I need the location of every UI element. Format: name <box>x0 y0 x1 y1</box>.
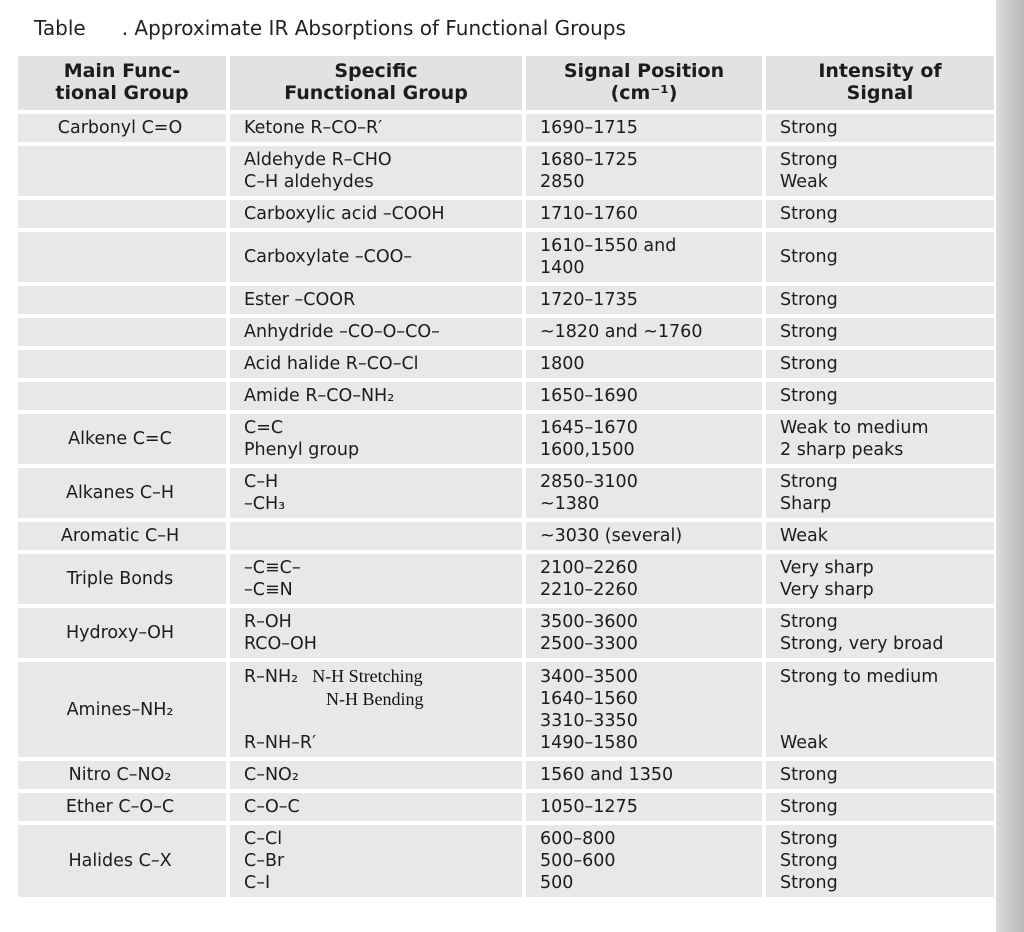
header-specific-line: Specific <box>334 60 418 82</box>
signal-position-cell <box>522 200 762 228</box>
intensity-cell <box>762 554 994 604</box>
main-group-text: Hydroxy–OH <box>66 623 174 643</box>
caption-label: Table <box>34 16 86 40</box>
table-row <box>18 468 994 518</box>
signal-position-text: 1400 <box>540 258 585 278</box>
specific-group-text: –C≡C– <box>244 558 301 578</box>
main-group-text: Carbonyl C=O <box>57 118 183 138</box>
intensity-text: Strong, very broad <box>780 634 944 654</box>
signal-position-text: 1690–1715 <box>540 118 638 138</box>
table-caption <box>34 16 626 40</box>
amine-primary-line <box>244 665 512 688</box>
intensity-text: Strong <box>780 829 838 849</box>
intensity-cell <box>762 382 994 410</box>
signal-position-text: 1650–1690 <box>540 386 638 406</box>
table-row <box>18 761 994 789</box>
header-main-line: Main Func- <box>63 60 181 82</box>
main-group-cell <box>18 146 226 196</box>
intensity-text: Strong <box>780 765 838 785</box>
specific-group-text: Phenyl group <box>244 440 360 460</box>
specific-group-text: Amide R–CO–NH₂ <box>244 386 395 406</box>
main-group-cell <box>18 554 226 604</box>
intensity-text: Strong <box>780 851 838 871</box>
intensity-cell <box>762 825 994 897</box>
intensity-cell <box>762 146 994 196</box>
main-group-text: Ether C–O–C <box>65 797 175 817</box>
signal-position-text: 2850 <box>540 172 585 192</box>
header-intensity <box>762 56 994 110</box>
table-row <box>18 350 994 378</box>
header-intensity-line: Signal <box>846 82 914 104</box>
specific-group-text: C–I <box>244 873 271 893</box>
main-group-cell <box>18 468 226 518</box>
intensity-cell <box>762 232 994 282</box>
header-specific-line: Functional Group <box>284 82 468 104</box>
intensity-cell <box>762 414 994 464</box>
specific-group-text: C–Br <box>244 851 285 871</box>
signal-position-text: 500–600 <box>540 851 616 871</box>
main-group-cell <box>18 286 226 314</box>
signal-position-text: 1490–1580 <box>540 732 638 753</box>
signal-position-cell <box>522 114 762 142</box>
intensity-cell <box>762 350 994 378</box>
specific-group-text: Ketone R–CO–R′ <box>244 118 383 138</box>
signal-position-cell <box>522 318 762 346</box>
specific-group-cell <box>226 286 522 314</box>
signal-position-cell <box>522 468 762 518</box>
intensity-text: Strong <box>780 797 838 817</box>
table-row <box>18 114 994 142</box>
signal-position-text: 2210–2260 <box>540 580 638 600</box>
amine-primary-formula: R–NH₂ <box>244 667 299 687</box>
intensity-text: Weak <box>780 732 828 753</box>
signal-position-cell <box>522 146 762 196</box>
intensity-text: Sharp <box>780 494 832 514</box>
intensity-text: Strong <box>780 150 838 170</box>
intensity-text: Weak <box>780 172 828 192</box>
main-group-cell <box>18 825 226 897</box>
specific-group-cell <box>226 414 522 464</box>
specific-group-cell <box>226 318 522 346</box>
specific-group-text: Ester –COOR <box>244 290 356 310</box>
ir-absorption-table <box>18 52 994 901</box>
header-intensity-line: Intensity of <box>818 60 942 82</box>
table-row <box>18 554 994 604</box>
book-page-edge <box>996 0 1024 932</box>
signal-position-text: 3400–3500 <box>540 666 638 687</box>
signal-position-text: 1560 and 1350 <box>540 765 674 785</box>
specific-group-cell <box>226 761 522 789</box>
table-row <box>18 608 994 658</box>
specific-group-text: Acid halide R–CO–Cl <box>244 354 419 374</box>
specific-group-cell <box>226 200 522 228</box>
specific-group-text: C–H <box>244 472 279 492</box>
signal-position-text: 3500–3600 <box>540 612 638 632</box>
main-group-cell <box>18 522 226 550</box>
intensity-cell <box>762 318 994 346</box>
specific-group-cell <box>226 146 522 196</box>
specific-group-cell <box>226 382 522 410</box>
signal-position-text: 3310–3350 <box>540 710 638 731</box>
signal-position-text: 1640–1560 <box>540 688 638 709</box>
specific-group-text: Aldehyde R–CHO <box>244 150 392 170</box>
signal-position-cell <box>522 608 762 658</box>
intensity-text: Weak to medium <box>780 418 929 438</box>
specific-group-text: Carboxylic acid –COOH <box>244 204 445 224</box>
table-row <box>18 793 994 821</box>
signal-position-cell <box>522 382 762 410</box>
spacer-line <box>244 710 512 732</box>
signal-position-text: 1720–1735 <box>540 290 638 310</box>
intensity-text: Weak <box>780 526 828 546</box>
table-body <box>18 114 994 897</box>
specific-group-text: C–Cl <box>244 829 283 849</box>
specific-group-text: Anhydride –CO–O–CO– <box>244 322 440 342</box>
specific-group-text <box>244 525 512 547</box>
specific-group-text: –C≡N <box>244 580 293 600</box>
intensity-text: Strong <box>780 247 838 267</box>
intensity-text <box>780 710 984 732</box>
specific-group-cell <box>226 522 522 550</box>
signal-position-text: ~1820 and ~1760 <box>540 322 703 342</box>
table-row <box>18 382 994 410</box>
table-row <box>18 522 994 550</box>
main-group-cell <box>18 662 226 757</box>
specific-group-text: RCO–OH <box>244 634 317 654</box>
main-group-text: Halides C–X <box>68 851 172 871</box>
main-group-cell <box>18 761 226 789</box>
signal-position-cell <box>522 554 762 604</box>
specific-group-cell <box>226 468 522 518</box>
intensity-text: Very sharp <box>780 580 874 600</box>
signal-position-cell <box>522 825 762 897</box>
table-row <box>18 286 994 314</box>
intensity-cell <box>762 662 994 757</box>
intensity-text: Strong <box>780 873 838 893</box>
intensity-cell <box>762 200 994 228</box>
signal-position-text: 2850–3100 <box>540 472 638 492</box>
intensity-cell <box>762 761 994 789</box>
intensity-cell <box>762 468 994 518</box>
signal-position-text: 1610–1550 and <box>540 236 677 256</box>
header-signal-position <box>522 56 762 110</box>
signal-position-text: 600–800 <box>540 829 616 849</box>
main-group-text: Alkene C=C <box>68 429 172 449</box>
signal-position-cell <box>522 286 762 314</box>
header-specific-group <box>226 56 522 110</box>
specific-group-text: –CH₃ <box>244 494 286 514</box>
table-row <box>18 825 994 897</box>
specific-group-cell <box>226 825 522 897</box>
main-group-cell <box>18 318 226 346</box>
signal-position-text: 2100–2260 <box>540 558 638 578</box>
main-group-cell <box>18 114 226 142</box>
nh-bending-note: N-H Bending <box>326 689 424 709</box>
specific-group-cell <box>226 793 522 821</box>
header-main-group <box>18 56 226 110</box>
intensity-text <box>780 688 984 710</box>
main-group-cell <box>18 608 226 658</box>
signal-position-cell <box>522 232 762 282</box>
table-row <box>18 146 994 196</box>
intensity-cell <box>762 608 994 658</box>
signal-position-text: 1645–1670 <box>540 418 638 438</box>
signal-position-cell <box>522 761 762 789</box>
table-row <box>18 414 994 464</box>
signal-position-text: ~1380 <box>540 494 600 514</box>
intensity-text: Strong <box>780 204 838 224</box>
intensity-text: Strong <box>780 290 838 310</box>
signal-position-cell <box>522 522 762 550</box>
signal-position-cell <box>522 793 762 821</box>
intensity-text: Strong <box>780 612 838 632</box>
main-group-cell <box>18 414 226 464</box>
intensity-cell <box>762 522 994 550</box>
specific-group-text: R–OH <box>244 612 292 632</box>
signal-position-text: 1800 <box>540 354 585 374</box>
table-row <box>18 662 994 757</box>
table-row <box>18 232 994 282</box>
intensity-text: Strong <box>780 118 838 138</box>
specific-group-text: C=C <box>244 418 284 438</box>
header-main-line: tional Group <box>55 82 189 104</box>
main-group-cell <box>18 382 226 410</box>
table-row <box>18 200 994 228</box>
intensity-text: Strong <box>780 472 838 492</box>
nh-stretching-note: N-H Stretching <box>312 666 423 686</box>
table-row <box>18 318 994 346</box>
signal-position-text: 2500–3300 <box>540 634 638 654</box>
header-position-line: (cm⁻¹) <box>610 82 678 104</box>
intensity-text: Very sharp <box>780 558 874 578</box>
specific-group-cell <box>226 350 522 378</box>
main-group-text: Triple Bonds <box>66 569 174 589</box>
header-position-line: Signal Position <box>563 60 725 82</box>
amine-secondary-formula: R–NH–R′ <box>244 733 317 753</box>
specific-group-text: C–NO₂ <box>244 765 299 785</box>
header-row <box>18 56 994 110</box>
specific-group-cell <box>226 232 522 282</box>
main-group-cell <box>18 350 226 378</box>
specific-group-text: Carboxylate –COO– <box>244 247 413 267</box>
signal-position-text: ~3030 (several) <box>540 526 683 546</box>
signal-position-cell <box>522 662 762 757</box>
caption-title: . Approximate IR Absorptions of Functional Groups <box>121 16 626 40</box>
intensity-text: Strong to medium <box>780 666 939 687</box>
signal-position-cell <box>522 350 762 378</box>
intensity-cell <box>762 286 994 314</box>
intensity-cell <box>762 793 994 821</box>
main-group-text: Nitro C–NO₂ <box>68 765 172 785</box>
main-group-cell <box>18 793 226 821</box>
intensity-cell <box>762 114 994 142</box>
specific-group-cell <box>226 662 522 757</box>
main-group-text: Alkanes C–H <box>65 483 175 503</box>
main-group-cell <box>18 200 226 228</box>
intensity-text: Strong <box>780 354 838 374</box>
intensity-text: Strong <box>780 322 838 342</box>
signal-position-text: 500 <box>540 873 574 893</box>
signal-position-text: 1710–1760 <box>540 204 638 224</box>
specific-group-cell <box>226 608 522 658</box>
intensity-text: Strong <box>780 386 838 406</box>
specific-group-text: C–H aldehydes <box>244 172 374 192</box>
signal-position-text: 1050–1275 <box>540 797 638 817</box>
main-group-text: Aromatic C–H <box>60 526 180 546</box>
specific-group-cell <box>226 554 522 604</box>
specific-group-text: C–O–C <box>244 797 300 817</box>
signal-position-cell <box>522 414 762 464</box>
intensity-text: 2 sharp peaks <box>780 440 904 460</box>
main-group-cell <box>18 232 226 282</box>
signal-position-text: 1680–1725 <box>540 150 638 170</box>
specific-group-cell <box>226 114 522 142</box>
main-group-text: Amines–NH₂ <box>66 699 174 720</box>
signal-position-text: 1600,1500 <box>540 440 635 460</box>
